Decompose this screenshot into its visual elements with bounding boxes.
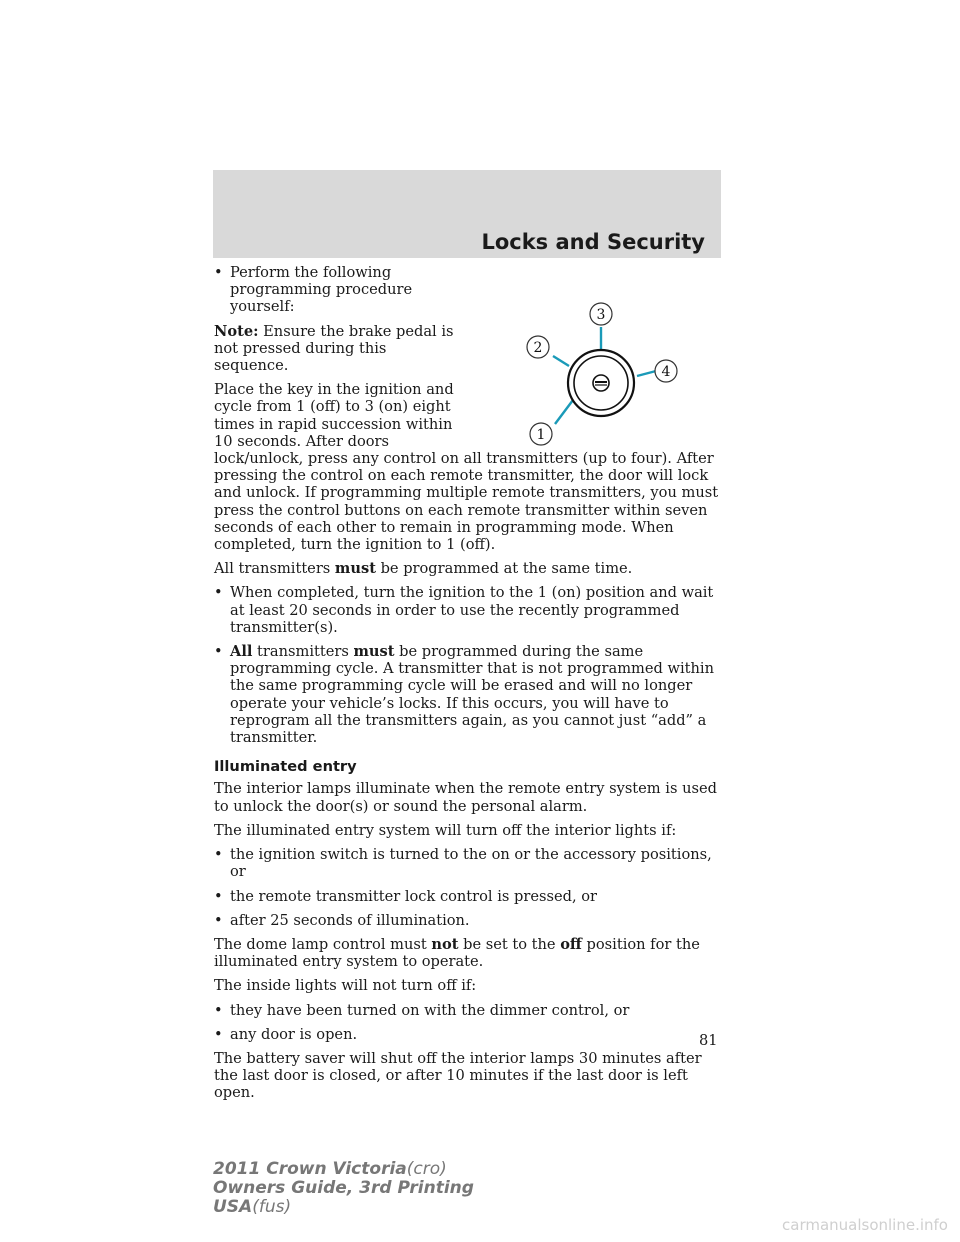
position-label-2: 2 — [533, 340, 543, 356]
section-header-band — [213, 170, 721, 258]
all-programmed-paragraph: All transmitters must be programmed at the same time. — [214, 560, 633, 578]
paragraph: The illuminated entry system will turn off the interior lights if: — [214, 821, 677, 839]
list-item: • after 25 seconds of illumination. — [214, 911, 470, 929]
watermark: carmanualsonline.info — [782, 1216, 948, 1234]
list-item: • Perform the following programming procedure yourself: — [214, 264, 413, 316]
section-title: Locks and Security — [481, 230, 705, 254]
page-number: 81 — [699, 1032, 718, 1049]
position-label-4: 4 — [661, 364, 671, 380]
list-item: • When completed, turn the ignition to the 1 (on) position and wait at least 20 seconds in order to use the recently programmed transmitter(s). — [214, 584, 714, 636]
list-item: • any door is open. — [214, 1025, 358, 1043]
paragraph: The interior lamps illuminate when the remote entry system is used to unlock the door(s) or sound the personal alarm. — [214, 780, 717, 815]
paragraph: The battery saver will shut off the interior lamps 30 minutes after the last door is closed, or after 10 minutes if the last door is left open. — [214, 1049, 702, 1102]
list-item: • they have been turned on with the dimmer control, or — [214, 1001, 630, 1019]
list-item: • All transmitters must be programmed during the same programming cycle. A transmitter that is not programmed within the same programming cycle will be erased and will no longer operate your vehicle’s locks. If this occurs, you will have to reprogram all the transmitters again, as you cannot just “add” a transmitter. — [214, 643, 714, 747]
page-content — [214, 264, 722, 1109]
position-label-1: 1 — [536, 427, 546, 443]
list-item: • the remote transmitter lock control is pressed, or — [214, 887, 597, 905]
footer: 2011 Crown Victoria(cro) Owners Guide, 3rd Printing USA(fus) — [213, 1159, 474, 1217]
note-paragraph: Note: Ensure the brake pedal is not pressed during this sequence. — [214, 322, 454, 375]
paragraph: The inside lights will not turn off if: — [214, 977, 477, 995]
section-heading: Illuminated entry — [214, 758, 357, 776]
dome-paragraph: The dome lamp control must not be set to the off position for the illuminated entry system to operate. — [214, 935, 700, 971]
procedure-paragraph: Place the key in the ignition and cycle from 1 (off) to 3 (on) eight times in rapid succession within 10 seconds. After doors lock/unlock, press any control on all transmitters (up to four). After pressing the control on each remote transmitter, the door will lock and unlock. If programming multiple remote transmitters, you must press the control buttons on each remote transmitter within seven seconds of each other to remain in programming mode. When completed, turn the ignition to 1 (off). — [214, 381, 719, 554]
position-label-3: 3 — [596, 307, 606, 323]
list-item: • the ignition switch is turned to the on or the accessory positions, or — [214, 846, 712, 881]
